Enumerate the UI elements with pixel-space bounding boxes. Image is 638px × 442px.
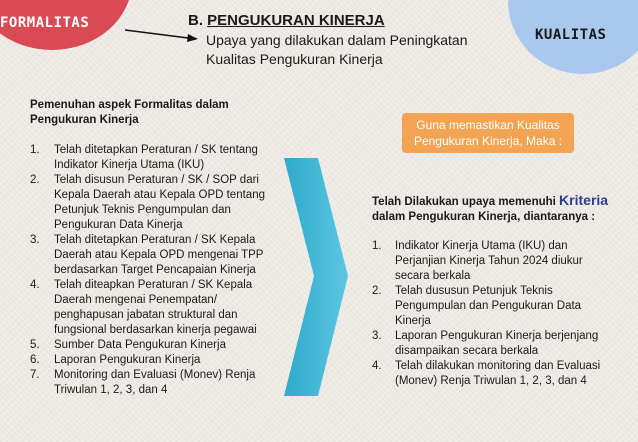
list-item-line: berdasarkan Target Pencapaian Kinerja (54, 264, 256, 276)
section-prefix: B. (188, 12, 203, 29)
list-item-line: Telah dususun Petunjuk Teknis (395, 285, 553, 297)
list-item-line: disampaikan secara berkala (395, 345, 539, 357)
list-item-line: Sumber Data Pengukuran Kinerja (54, 339, 226, 351)
list-item-line: Laporan Pengukuran Kinerja berjenjang (395, 330, 599, 342)
list-item (372, 284, 622, 329)
list-item-number: 7. (30, 369, 40, 381)
list-item-number: 4. (372, 360, 382, 372)
list-item-line: Kepala Daerah atau Kepala OPD tentang (54, 189, 265, 201)
list-item-line: fungsional berdasarkan kinerja pegawai (54, 324, 257, 336)
list-item-line: Indikator Kinerja Utama (IKU) dan (395, 240, 568, 252)
list-item-line: (Monev) Renja Triwulan 1, 2, 3, dan 4 (395, 375, 587, 387)
list-item-line: Monitoring dan Evaluasi (Monev) Renja (54, 369, 256, 381)
callout-line-1: Guna memastikan Kualitas (416, 118, 560, 132)
list-item-text (395, 239, 622, 284)
list-item-line: Pengukuran Data Kinerja (54, 219, 183, 231)
kriteria-highlight: Kriteria (559, 192, 609, 208)
list-item-line: Laporan Pengukuran Kinerja (54, 354, 201, 366)
list-item-line: Pengumpulan dan Pengukuran Data (395, 300, 582, 312)
list-item-number: 5. (30, 339, 40, 351)
list-item-line: Telah dilakukan monitoring dan Evaluasi (395, 360, 601, 372)
list-item-line: Indikator Kinerja Utama (IKU) (54, 159, 205, 171)
list-item (372, 239, 622, 284)
list-item (372, 329, 622, 359)
subtitle-line-2: Kualitas Pengukuran Kinerja (206, 51, 383, 67)
list-item-line: Telah diteapkan Peraturan / SK Kepala (54, 279, 253, 291)
subtitle-line-1: Upaya yang dilakukan dalam Peningkatan (206, 32, 468, 48)
kualitas-list (372, 239, 622, 389)
section-title: PENGUKURAN KINERJA (207, 12, 385, 29)
list-item-line: Triwulan 1, 2, 3, dan 4 (54, 384, 168, 396)
list-item-number: 3. (372, 330, 382, 342)
formalitas-heading: Pemenuhan aspek Formalitas dalam Pengukuran Kinerja (30, 99, 229, 126)
kualitas-column (372, 193, 622, 389)
list-item-text (395, 359, 622, 389)
list-item (372, 359, 622, 389)
list-item-number: 1. (372, 240, 382, 252)
list-item-line: Kinerja (395, 315, 431, 327)
list-item-line: Telah ditetapkan Peraturan / SK Kepala (54, 234, 256, 246)
kualitas-heading: Telah Dilakukan upaya memenuhi Kriteria dalam Pengukuran Kinerja, diantaranya : (372, 192, 609, 223)
list-item-number: 3. (30, 234, 40, 246)
list-item-text (395, 329, 622, 359)
list-item-line: Daerah mengenai Penempatan/ (54, 294, 218, 306)
formalitas-label: FORMALITAS (0, 15, 90, 31)
list-item-line: Petunjuk Teknis Pengumpulan dan (54, 204, 231, 216)
list-item-line: Daerah atau Kepala OPD mengenai TPP (54, 249, 264, 261)
callout-box (402, 113, 574, 153)
list-item-number: 1. (30, 144, 40, 156)
list-item-line: secara berkala (395, 270, 471, 282)
kualitas-label: KUALITAS (535, 27, 607, 43)
list-item-line: Telah disusun Peraturan / SK / SOP dari (54, 174, 259, 186)
list-item-number: 2. (30, 174, 40, 186)
list-item-line: Perjanjian Kinerja Tahun 2024 diukur (395, 255, 583, 267)
list-item-number: 4. (30, 279, 40, 291)
callout-line-2: Pengukuran Kinerja, Maka : (413, 134, 563, 148)
list-item-line: Telah ditetapkan Peraturan / SK tentang (54, 144, 258, 156)
list-item-number: 6. (30, 354, 40, 366)
list-item-number: 2. (372, 285, 382, 297)
list-item-line: penghapusan jabatan struktural dan (54, 309, 238, 321)
list-item-text (395, 284, 622, 329)
